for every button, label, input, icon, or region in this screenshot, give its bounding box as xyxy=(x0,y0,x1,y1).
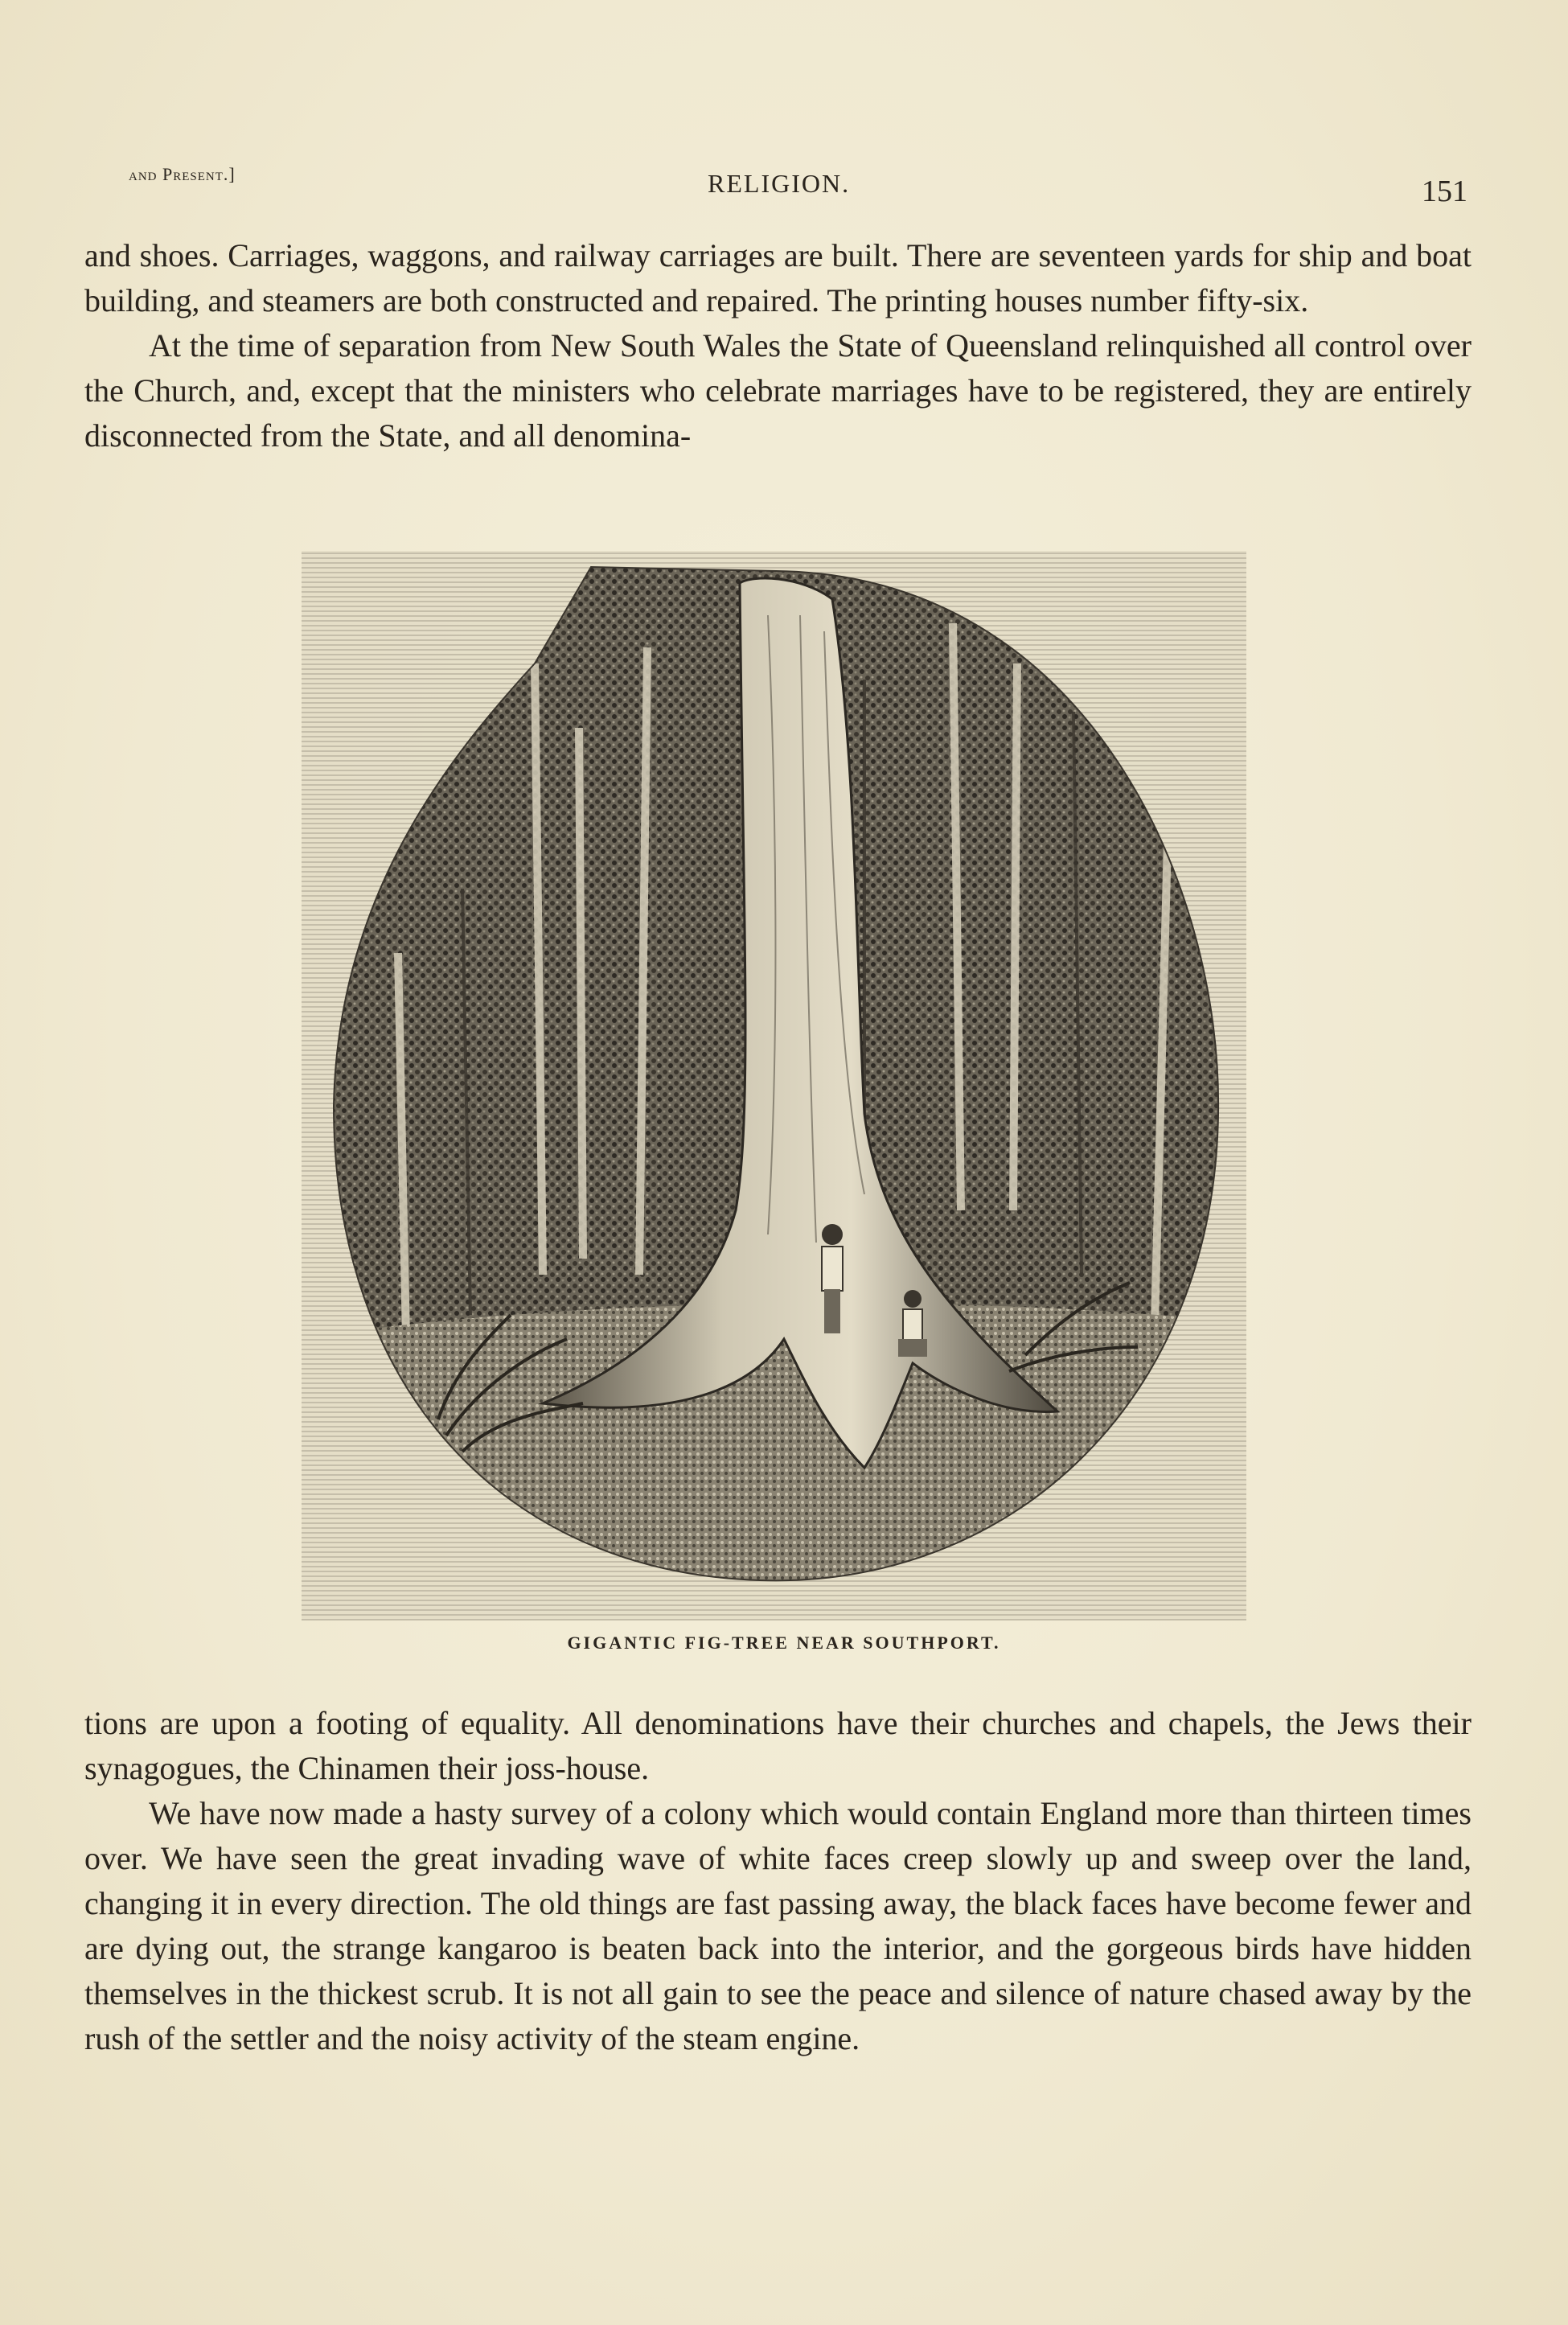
figure-caption: GIGANTIC FIG-TREE NEAR SOUTHPORT. xyxy=(567,1633,1001,1653)
bottom-text-block xyxy=(84,1701,1472,2061)
paragraph: and shoes. Carriages, waggons, and railway carriages are built. There are seventeen yards for ship and boat building, and steamers are both constructed and repaired. The printing houses number fifty-six. xyxy=(84,237,1472,318)
fig-tree-engraving xyxy=(302,551,1246,1621)
engraving-illustration xyxy=(302,551,1246,1621)
top-text-block xyxy=(84,233,1472,458)
paragraph: We have now made a hasty survey of a colony which would contain England more than thirteen times over. We have seen the great invading wave of white faces creep slowly up and sweep over the land, changing it in every direction. The old things are fast passing away, the black faces have become fewer and are dying out, the strange kangaroo is beaten back into the interior, and the gorgeous birds have hidden themselves in the thickest scrub. It is not all gain to see the peace and silence of nature chased away by the rush of the settler and the noisy activity of the steam engine. xyxy=(84,1795,1472,2056)
paragraph: At the time of separation from New South Wales the State of Queensland relinquished all control over the Church, and, except that the ministers who celebrate marriages have to be registered, they are entirely disconnected from the State, and all denomina- xyxy=(84,327,1472,454)
page-number: 151 xyxy=(1422,175,1467,208)
paragraph: tions are upon a footing of equality. All denominations have their churches and chapels, the Jews their synagogues, the Chinamen their joss-house. xyxy=(84,1705,1472,1786)
running-head-left: and Present.] xyxy=(129,164,236,184)
running-head-title: RELIGION. xyxy=(708,169,851,198)
running-head xyxy=(129,158,1467,206)
